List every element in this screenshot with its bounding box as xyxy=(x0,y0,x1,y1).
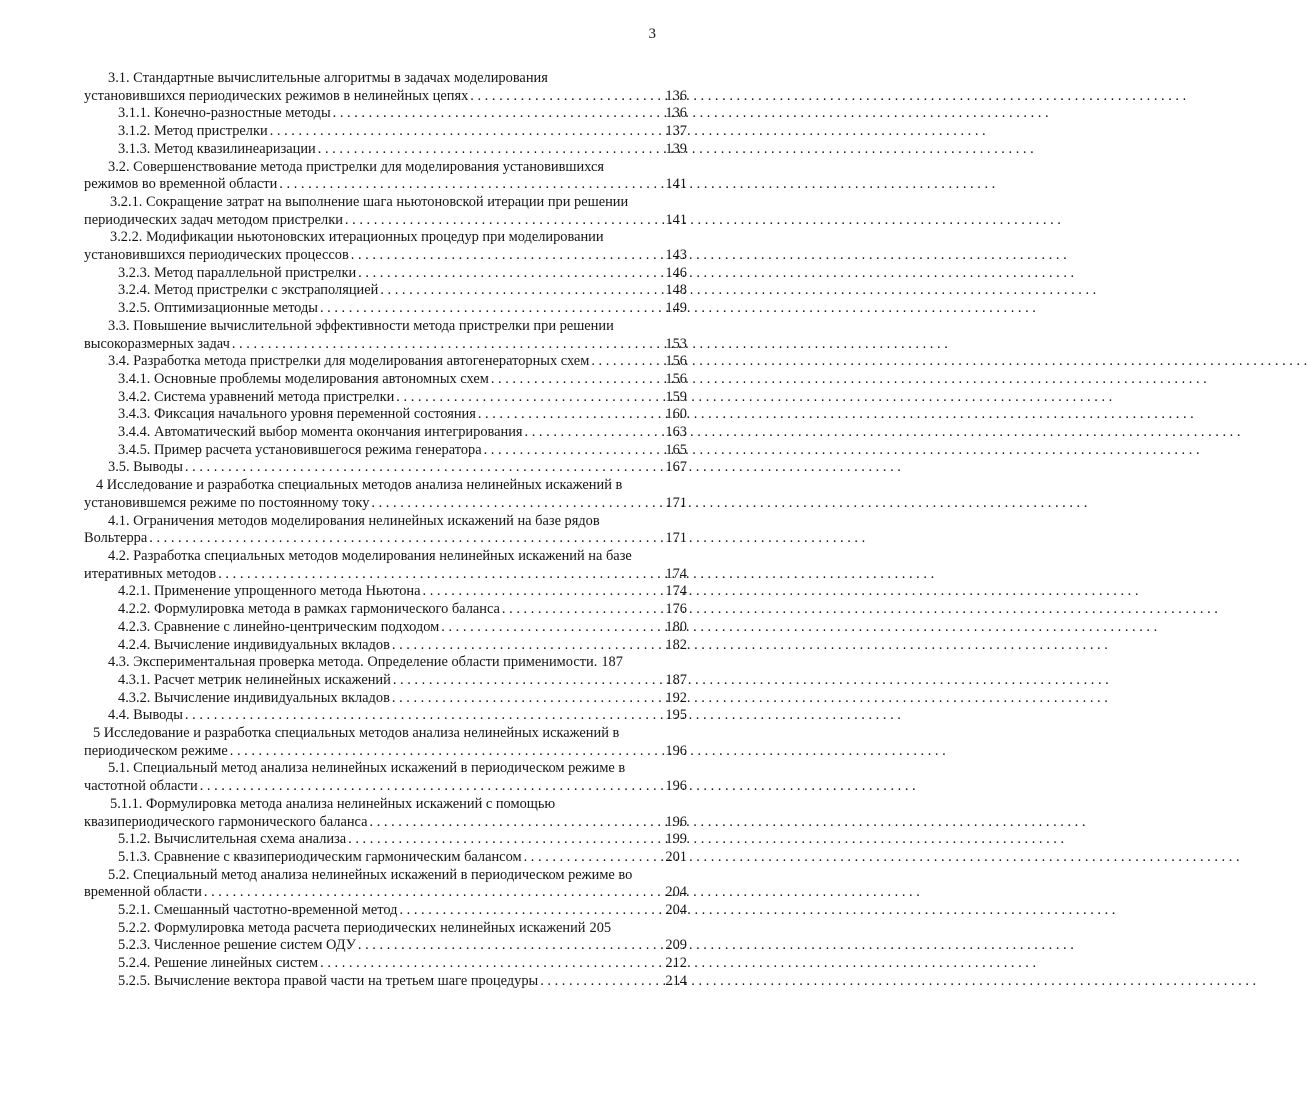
toc-entry-title: 4 Исследование и разработка специальных методов анализа нелинейных искажений в xyxy=(96,477,623,494)
dot-leader xyxy=(270,123,664,141)
toc-entry xyxy=(84,424,687,442)
toc-entry-title: 4.4. Выводы xyxy=(108,707,183,724)
toc-entry xyxy=(84,902,687,920)
dot-leader xyxy=(200,778,664,796)
toc-entry xyxy=(84,637,687,655)
toc-entry xyxy=(84,973,687,991)
toc-entry-page: 187 xyxy=(601,654,623,671)
toc-entry-title: 3.1.2. Метод пристрелки xyxy=(118,123,268,140)
toc-entry-title: 3.2.2. Модификации ньютоновских итерационных процедур при моделировании xyxy=(110,229,604,246)
dot-leader xyxy=(392,690,664,708)
toc-entry-page: 141 xyxy=(665,211,687,228)
toc-entry-title: 5.2.2. Формулировка метода расчета периодических нелинейных искажений xyxy=(118,919,586,936)
toc-entry xyxy=(84,849,687,867)
toc-entry-page: 214 xyxy=(665,972,687,989)
toc-entry xyxy=(84,760,687,795)
toc-entry-page: 174 xyxy=(665,583,687,600)
toc-entry xyxy=(84,123,687,141)
toc-entry xyxy=(84,265,687,283)
toc-entry-page: 171 xyxy=(665,530,687,547)
toc-entry xyxy=(84,300,687,318)
toc-entry xyxy=(84,282,687,300)
toc-entry-title: установившихся периодических режимов в нелинейных цепях xyxy=(84,87,469,104)
dot-leader xyxy=(591,353,663,371)
page-number: 3 xyxy=(648,26,656,42)
dot-leader xyxy=(204,884,664,902)
toc-entry-page: 160 xyxy=(665,406,687,423)
toc-entry xyxy=(84,867,687,902)
dot-leader xyxy=(320,300,663,318)
toc-entry-title: 5.2. Специальный метод анализа нелинейных искажений в периодическом режиме во xyxy=(108,866,633,883)
toc-entry-page: 212 xyxy=(665,955,687,972)
toc-entry-page: 136 xyxy=(665,105,687,122)
toc-entry xyxy=(84,459,687,477)
dot-leader xyxy=(348,831,663,849)
toc-entry-page: 182 xyxy=(665,636,687,653)
dot-leader xyxy=(380,282,663,300)
toc-entry-page: 205 xyxy=(589,919,612,936)
toc-entry xyxy=(84,725,687,760)
dot-leader xyxy=(232,336,664,354)
dot-leader xyxy=(318,141,664,159)
toc-entry-title: 5.2.4. Решение линейных систем xyxy=(118,955,319,972)
toc-entry-title: 5 Исследование и разработка специальных методов анализа нелинейных искажений в xyxy=(93,725,620,742)
toc-entry-title: квазипериодического гармонического баланса xyxy=(84,813,368,830)
toc-entry-title: временной области xyxy=(84,884,202,901)
toc-entry-title: периодическом режиме xyxy=(84,742,228,759)
toc-entry xyxy=(84,389,687,407)
dot-leader xyxy=(370,814,664,832)
toc-entry-title: Вольтерра xyxy=(84,530,148,547)
toc-entry-title: 3.4.5. Пример расчета установившегося режима генератора xyxy=(118,441,482,458)
toc-entry-title: 3.2.5. Оптимизационные методы xyxy=(118,300,318,317)
toc-entry-page: 176 xyxy=(665,601,687,618)
table-of-contents xyxy=(84,70,687,991)
toc-entry xyxy=(84,159,687,194)
toc-entry-page: 136 xyxy=(665,87,687,104)
toc-entry xyxy=(84,105,687,123)
toc-entry-page: 146 xyxy=(665,264,687,281)
toc-entry-page: 163 xyxy=(665,424,687,441)
toc-entry-title: высокоразмерных задач xyxy=(84,335,230,352)
toc-entry-title: 4.2.3. Сравнение с линейно-центрическим подходом xyxy=(118,618,440,635)
toc-entry-title: 3.1.1. Конечно-разностные методы xyxy=(118,105,331,122)
toc-entry-page: 165 xyxy=(665,441,687,458)
toc-entry-page: 187 xyxy=(665,671,687,688)
toc-entry xyxy=(84,477,687,512)
toc-entry-title: 4.2.1. Применение упрощенного метода Ньютона xyxy=(118,583,421,600)
dot-leader xyxy=(392,637,664,655)
toc-entry xyxy=(84,654,687,672)
dot-leader xyxy=(333,105,664,123)
toc-entry xyxy=(84,796,687,831)
dot-leader xyxy=(478,406,664,424)
toc-entry xyxy=(84,690,687,708)
toc-entry-title: 4.3.1. Расчет метрик нелинейных искажений xyxy=(118,671,391,688)
toc-entry-page: 199 xyxy=(665,831,687,848)
dot-leader xyxy=(540,973,663,991)
toc-entry xyxy=(84,955,687,973)
dot-leader xyxy=(524,849,664,867)
dot-leader xyxy=(230,743,664,761)
toc-entry-title: 3.4.3. Фиксация начального уровня переменной состояния xyxy=(118,406,476,423)
toc-entry-title: 5.2.3. Численное решение систем ОДУ xyxy=(118,937,356,954)
toc-entry-title: 3.2.3. Метод параллельной пристрелки xyxy=(118,264,357,281)
dot-leader xyxy=(345,212,663,230)
dot-leader xyxy=(423,583,664,601)
toc-entry xyxy=(84,672,687,690)
toc-entry-title: 3.2.4. Метод пристрелки с экстраполяцией xyxy=(118,282,379,299)
toc-entry-page: 149 xyxy=(665,300,687,317)
dot-leader xyxy=(393,672,664,690)
dot-leader xyxy=(371,495,663,513)
toc-entry-title: 4.3.2. Вычисление индивидуальных вкладов xyxy=(118,689,390,706)
toc-entry xyxy=(84,141,687,159)
toc-entry xyxy=(84,194,687,229)
toc-entry-page: 201 xyxy=(665,848,687,865)
dot-leader xyxy=(502,601,663,619)
toc-entry xyxy=(84,920,687,938)
toc-entry-title: 4.2.2. Формулировка метода в рамках гармонического баланса xyxy=(118,601,500,618)
toc-entry-page: 196 xyxy=(665,778,687,795)
toc-entry-title: установившемся режиме по постоянному току xyxy=(84,494,370,511)
dot-leader xyxy=(441,619,663,637)
dot-leader xyxy=(358,265,663,283)
toc-entry-page: 167 xyxy=(665,459,687,476)
toc-entry xyxy=(84,318,687,353)
toc-entry xyxy=(84,937,687,955)
toc-entry-title: 3.2. Совершенствование метода пристрелки для моделирования установившихся xyxy=(108,158,604,175)
toc-entry-page: 137 xyxy=(665,123,687,140)
toc-entry-title: 5.2.1. Смешанный частотно-временной метод xyxy=(118,902,398,919)
dot-leader xyxy=(470,88,663,106)
toc-entry-page: 171 xyxy=(665,494,687,511)
toc-entry xyxy=(84,353,687,371)
dot-leader xyxy=(358,937,664,955)
toc-entry-page: 153 xyxy=(665,335,687,352)
toc-entry-title: 5.1.1. Формулировка метода анализа нелинейных искажений с помощью xyxy=(110,795,556,812)
dot-leader xyxy=(149,530,663,548)
toc-entry-title: 3.4.2. Система уравнений метода пристрелки xyxy=(118,388,395,405)
toc-entry-title: режимов во временной области xyxy=(84,176,278,193)
toc-entry xyxy=(84,513,687,548)
dot-leader xyxy=(396,389,663,407)
toc-entry xyxy=(84,371,687,389)
toc-entry xyxy=(84,619,687,637)
toc-entry-page: 195 xyxy=(665,707,687,724)
toc-entry-title: 3.1.3. Метод квазилинеаризации xyxy=(118,140,316,157)
dot-leader xyxy=(320,955,663,973)
dot-leader xyxy=(185,707,663,725)
toc-entry-page: 156 xyxy=(665,370,687,387)
toc-entry-page: 180 xyxy=(665,618,687,635)
toc-entry-title: частотной области xyxy=(84,778,198,795)
dot-leader xyxy=(525,424,664,442)
toc-entry-page: 143 xyxy=(665,247,687,264)
toc-entry xyxy=(84,548,687,583)
toc-entry xyxy=(84,70,687,105)
toc-entry-page: 148 xyxy=(665,282,687,299)
toc-entry-title: 5.1.2. Вычислительная схема анализа xyxy=(118,831,347,848)
toc-entry-title: установившихся периодических процессов xyxy=(84,247,349,264)
toc-entry-title: 5.1. Специальный метод анализа нелинейных искажений в периодическом режиме в xyxy=(108,760,626,777)
toc-entry-page: 159 xyxy=(665,388,687,405)
toc-entry-page: 156 xyxy=(665,353,687,370)
toc-entry-title: 3.4.1. Основные проблемы моделирования автономных схем xyxy=(118,370,489,387)
toc-entry-title: итеративных методов xyxy=(84,565,217,582)
toc-entry xyxy=(84,442,687,460)
toc-entry-page: 174 xyxy=(665,565,687,582)
dot-leader xyxy=(491,371,664,389)
toc-entry-page: 192 xyxy=(665,689,687,706)
toc-entry-title: 3.2.1. Сокращение затрат на выполнение шага ньютоновской итерации при решении xyxy=(110,193,629,210)
toc-entry-title: 4.3. Экспериментальная проверка метода. Определение области применимости. xyxy=(108,654,598,671)
toc-entry-page: 141 xyxy=(665,176,687,193)
toc-entry-title: периодических задач методом пристрелки xyxy=(84,211,343,228)
dot-leader xyxy=(279,176,663,194)
toc-entry-title: 3.1. Стандартные вычислительные алгоритмы в задачах моделирования xyxy=(108,70,548,86)
dot-leader xyxy=(351,247,664,265)
toc-entry-page: 209 xyxy=(665,937,687,954)
toc-entry xyxy=(84,583,687,601)
dot-leader xyxy=(185,459,663,477)
toc-entry-title: 5.1.3. Сравнение с квазипериодическим гармоническим балансом xyxy=(118,848,522,865)
toc-entry xyxy=(84,831,687,849)
toc-entry-title: 3.5. Выводы xyxy=(108,459,183,476)
toc-entry-title: 4.2.4. Вычисление индивидуальных вкладов xyxy=(118,636,390,653)
toc-entry-title: 3.4.4. Автоматический выбор момента окончания интегрирования xyxy=(118,424,523,441)
dot-leader xyxy=(399,902,663,920)
toc-entry xyxy=(84,406,687,424)
toc-entry-page: 196 xyxy=(665,742,687,759)
toc-entry-page: 204 xyxy=(665,902,687,919)
toc-entry xyxy=(84,707,687,725)
toc-entry-title: 3.3. Повышение вычислительной эффективности метода пристрелки при решении xyxy=(108,317,614,334)
toc-entry xyxy=(84,229,687,264)
toc-entry-page: 196 xyxy=(665,813,687,830)
toc-entry-title: 3.4. Разработка метода пристрелки для моделирования автогенераторных схем xyxy=(108,353,590,370)
toc-entry xyxy=(84,601,687,619)
toc-entry-page: 139 xyxy=(665,140,687,157)
toc-entry-title: 4.2. Разработка специальных методов моделирования нелинейных искажений на базе xyxy=(108,547,632,564)
toc-entry-title: 4.1. Ограничения методов моделирования нелинейных искажений на базе рядов xyxy=(108,512,600,529)
dot-leader xyxy=(484,442,664,460)
dot-leader xyxy=(218,566,663,584)
toc-entry-page: 204 xyxy=(665,884,687,901)
toc-entry-title: 5.2.5. Вычисление вектора правой части на третьем шаге процедуры xyxy=(118,972,539,989)
